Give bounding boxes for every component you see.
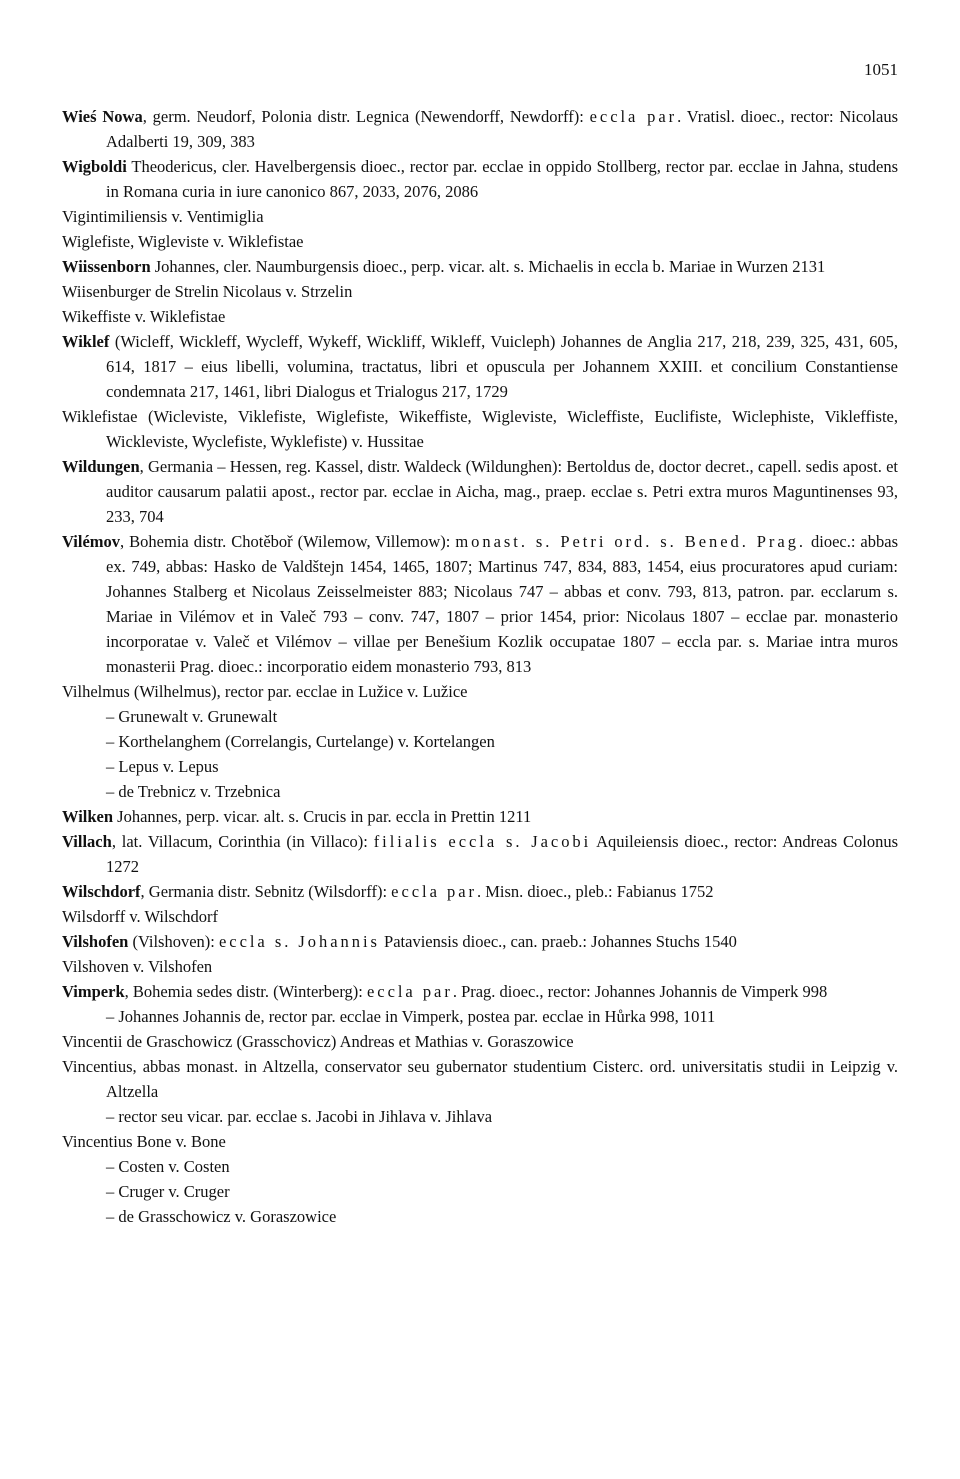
spaced-designation: filialis eccla s. Jacobi <box>373 832 592 851</box>
sub-entry: – Lepus v. Lepus <box>106 757 219 776</box>
entry-text: Vincentius, abbas monast. in Altzella, conservator seu gubernator studentium Cisterc. ord. universitatis studii in Leipzig v. Altzella <box>62 1057 898 1101</box>
entry-text: Wiisenburger de Strelin Nicolaus v. Strzelin <box>62 282 353 301</box>
spaced-designation: eccla s. Johannis <box>219 932 380 951</box>
entry-text: . Prag. dioec., rector: Johannes Johannis de Vimperk 998 <box>452 982 828 1001</box>
index-entry <box>62 879 898 904</box>
index-entry <box>62 329 898 404</box>
index-entry <box>62 104 898 154</box>
sub-entry: – Johannes Johannis de, rector par. ecclae in Vimperk, postea par. ecclae in Hůrka 998, 1011 <box>106 1007 716 1026</box>
index-entry <box>62 204 898 229</box>
index-entry <box>62 679 898 704</box>
entry-text: Wiglefiste, Wigleviste v. Wiklefistae <box>62 232 304 251</box>
entry-text: . Misn. dioec., pleb.: Fabianus 1752 <box>476 882 714 901</box>
entry-headword: Wiklef <box>62 332 110 351</box>
entry-text: Vilhelmus (Wilhelmus), rector par. ecclae in Lužice v. Lužice <box>62 682 468 701</box>
entry-text: dioec.: abbas ex. 749, abbas: Hasko de Valdštejn 1454, 1465, 1807; Martinus 747, 834, 883, 1454, eius procuratores apud curiam: Johannes Stalberg et Nicolaus Zeisselmeister 883; Nicolaus 747 – abbas et conv. 793, 813, patron. par. ecclarum s. Mariae in Vilémov et in Valeč 793 – conv. 747, 1807 – prior 1454, prior: Nicolaus 1807 – ecclae par. monasterio incorporatae v. Valeč et Vilémov – villae per Benešium Kozlik occupatae 1807 – eccla par. s. Mariae intra muros monasterii Prag. dioec.: incorporatio eidem monasterio 793, 813 <box>106 532 899 676</box>
entry-headword: Wigboldi <box>62 157 127 176</box>
index-entry <box>62 529 898 679</box>
entry-text: , Bohemia sedes distr. (Winterberg): <box>124 982 367 1001</box>
entry-text: Vincentius Bone v. Bone <box>62 1132 226 1151</box>
entry-headword: Vilshofen <box>62 932 129 951</box>
entry-text: . Vratisl. dioec., rector: Nicolaus Adalberti 19, 309, 383 <box>106 107 899 151</box>
index-entry <box>62 929 898 954</box>
entry-text: , Germania – Hessen, reg. Kassel, distr. Waldeck (Wildunghen): Bertoldus de, doctor decret., capell. sedis apost. et auditor causarum palatii apost., rector par. ecclae in Aicha, mag., praep. ecclae s. Petri extra muros Maguntinenses 93, 233, 704 <box>106 457 898 526</box>
spaced-designation: eccla par <box>391 882 477 901</box>
sub-entry: – rector seu vicar. par. ecclae s. Jacobi in Jihlava v. Jihlava <box>106 1107 493 1126</box>
entry-text: Aquileiensis dioec., rector: Andreas Colonus 1272 <box>106 832 898 876</box>
entry-text: Wilsdorff v. Wilschdorf <box>62 907 219 926</box>
entry-text: , germ. Neudorf, Polonia distr. Legnica (Newendorff, Newdorff): <box>142 107 590 126</box>
entry-headword: Wieś Nowa <box>62 107 143 126</box>
entry-headword: Vimperk <box>62 982 125 1001</box>
index-entry <box>62 1129 898 1154</box>
entry-text: Wikeffiste v. Wiklefistae <box>62 307 226 326</box>
index-entry <box>62 404 898 454</box>
page-number: 1051 <box>864 60 898 79</box>
index-entry <box>62 454 898 529</box>
index-entry <box>62 304 898 329</box>
index-entry <box>62 954 898 979</box>
entry-text: Johannes, perp. vicar. alt. s. Crucis in par. eccla in Prettin 1211 <box>113 807 532 826</box>
entry-headword: Wilschdorf <box>62 882 141 901</box>
sub-entry: – de Trebnicz v. Trzebnica <box>106 782 281 801</box>
entry-text: Pataviensis dioec., can. praeb.: Johannes Stuchs 1540 <box>379 932 737 951</box>
sub-entry: – Costen v. Costen <box>106 1157 230 1176</box>
entry-headword: Wiissenborn <box>62 257 151 276</box>
entry-text: , lat. Villacum, Corinthia (in Villaco): <box>111 832 374 851</box>
entry-text: (Wicleff, Wickleff, Wycleff, Wykeff, Wickliff, Wikleff, Vuicleph) Johannes de Anglia 217, 218, 239, 325, 431, 605, 614, 1817 – eius libelli, volumina, tractatus, libri et opuscula per Johannem XXIII. et concilium Constantiense condemnata 217, 1461, libri Dialogus et Trialogus 217, 1729 <box>106 332 898 401</box>
index-entry <box>62 1029 898 1054</box>
index-entry <box>62 829 898 879</box>
entry-text: Vincentii de Graschowicz (Grasschovicz) Andreas et Mathias v. Goraszowice <box>62 1032 574 1051</box>
index-entries <box>62 104 898 1229</box>
entry-headword: Wildungen <box>62 457 140 476</box>
entry-text: , Germania distr. Sebnitz (Wilsdorff): <box>140 882 392 901</box>
index-entry <box>62 279 898 304</box>
entry-text: Vilshoven v. Vilshofen <box>62 957 213 976</box>
spaced-designation: eccla par <box>367 982 453 1001</box>
sub-entry: – de Grasschowicz v. Goraszowice <box>106 1207 337 1226</box>
index-entry <box>62 904 898 929</box>
index-entry <box>62 154 898 204</box>
sub-entry: – Cruger v. Cruger <box>106 1182 230 1201</box>
spaced-designation: eccla par <box>589 107 678 126</box>
entry-headword: Villach <box>62 832 112 851</box>
entry-headword: Wilken <box>62 807 114 826</box>
index-entry <box>62 804 898 829</box>
index-entry <box>62 229 898 254</box>
index-entry <box>62 254 898 279</box>
entry-text: (Vilshoven): <box>128 932 219 951</box>
entry-headword: Vilémov <box>62 532 121 551</box>
index-entry <box>62 1054 898 1104</box>
entry-text: , Bohemia distr. Chotěboř (Wilemow, Villemow): <box>120 532 456 551</box>
sub-entry: – Grunewalt v. Grunewalt <box>106 707 278 726</box>
sub-entry: – Korthelanghem (Correlangis, Curtelange) v. Kortelangen <box>106 732 495 751</box>
entry-text: Johannes, cler. Naumburgensis dioec., perp. vicar. alt. s. Michaelis in eccla b. Mariae in Wurzen 2131 <box>150 257 826 276</box>
entry-text: Vigintimiliensis v. Ventimiglia <box>62 207 264 226</box>
entry-text: Theodericus, cler. Havelbergensis dioec., rector par. ecclae in oppido Stollberg, rector par. ecclae in Jahna, studens in Romana curia in iure canonico 867, 2033, 2076, 2086 <box>106 157 898 201</box>
entry-text: Wiklefistae (Wicleviste, Viklefiste, Wiglefiste, Wikeffiste, Wigleviste, Wicleffiste, Euclifiste, Wiclephiste, Vikleffiste, Wickleviste, Wyclefiste, Wyklefiste) v. Hussitae <box>62 407 898 451</box>
spaced-designation: monast. s. Petri ord. s. Bened. Prag. <box>455 532 807 551</box>
index-entry <box>62 979 898 1004</box>
